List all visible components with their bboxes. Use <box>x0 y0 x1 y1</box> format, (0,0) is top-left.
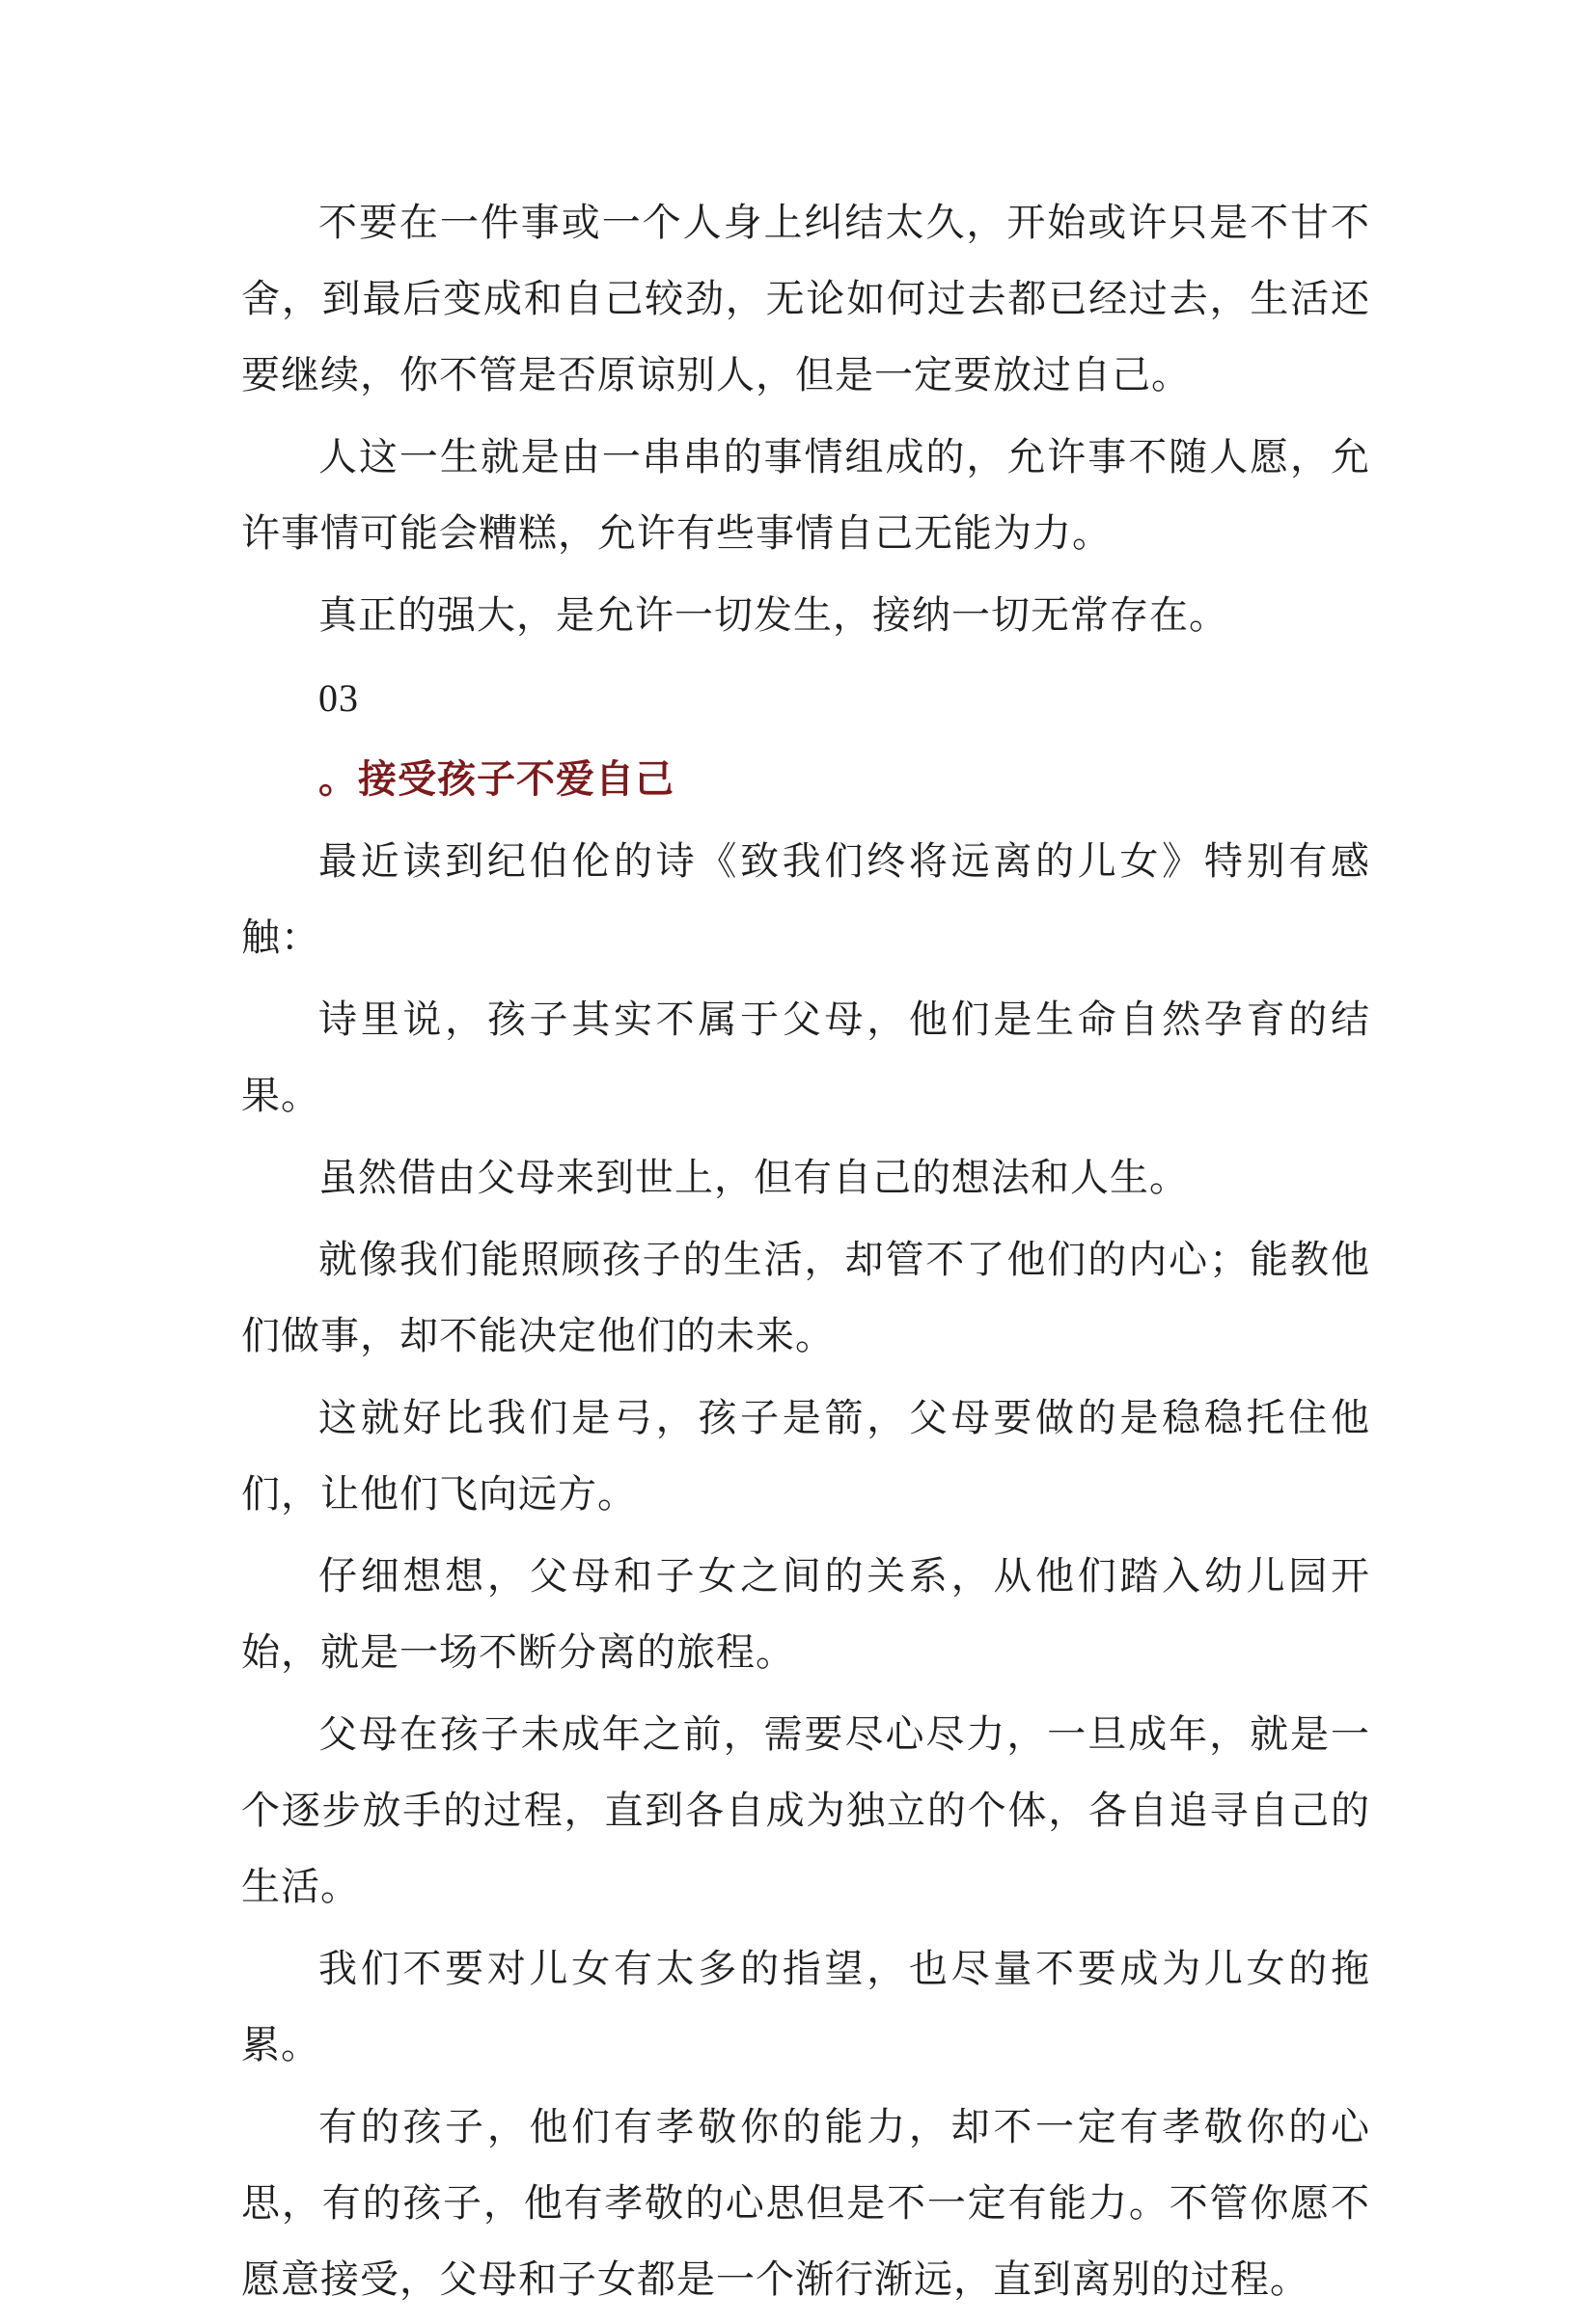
section-heading: 。接受孩子不爱自己 <box>318 757 674 802</box>
paragraph: 这就好比我们是弓，孩子是箭，父母要做的是稳稳托住他们，让他们飞向远方。 <box>241 1396 1370 1517</box>
paragraph: 父母在孩子未成年之前，需要尽心尽力，一旦成年，就是一个逐步放手的过程，直到各自成为独立的个体，各自追寻自己的生活。 <box>241 1712 1370 1909</box>
paragraph: 有的孩子，他们有孝敬你的能力，却不一定有孝敬你的心思，有的孩子，他有孝敬的心思但是不一定有能力。不管你愿不愿意接受，父母和子女都是一个渐行渐远，直到离别的过程。 <box>241 2105 1370 2302</box>
section-number: 03 <box>318 676 359 720</box>
paragraph: 最近读到纪伯伦的诗《致我们终将远离的儿女》特别有感触： <box>241 839 1370 960</box>
paragraph: 虽然借由父母来到世上，但有自己的想法和人生。 <box>318 1156 1189 1200</box>
article-body <box>241 185 1370 2324</box>
paragraph: 诗里说，孩子其实不属于父母，他们是生命自然孕育的结果。 <box>241 998 1370 1118</box>
paragraph: 人这一生就是由一串串的事情组成的，允许事不随人愿，允许事情可能会糟糕，允许有些事情自己无能为力。 <box>241 435 1370 556</box>
paragraph: 仔细想想，父母和子女之间的关系，从他们踏入幼儿园开始，就是一场不断分离的旅程。 <box>241 1554 1370 1675</box>
paragraph: 我们不要对儿女有太多的指望，也尽量不要成为儿女的拖累。 <box>241 1947 1370 2067</box>
paragraph: 真正的强大，是允许一切发生，接纳一切无常存在。 <box>318 593 1228 638</box>
paragraph: 不要在一件事或一个人身上纠结太久，开始或许只是不甘不舍，到最后变成和自己较劲，无论如何过去都已经过去，生活还要继续，你不管是否原谅别人，但是一定要放过自己。 <box>241 201 1370 397</box>
paragraph: 就像我们能照顾孩子的生活，却管不了他们的内心；能教他们做事，却不能决定他们的未来。 <box>241 1238 1370 1358</box>
